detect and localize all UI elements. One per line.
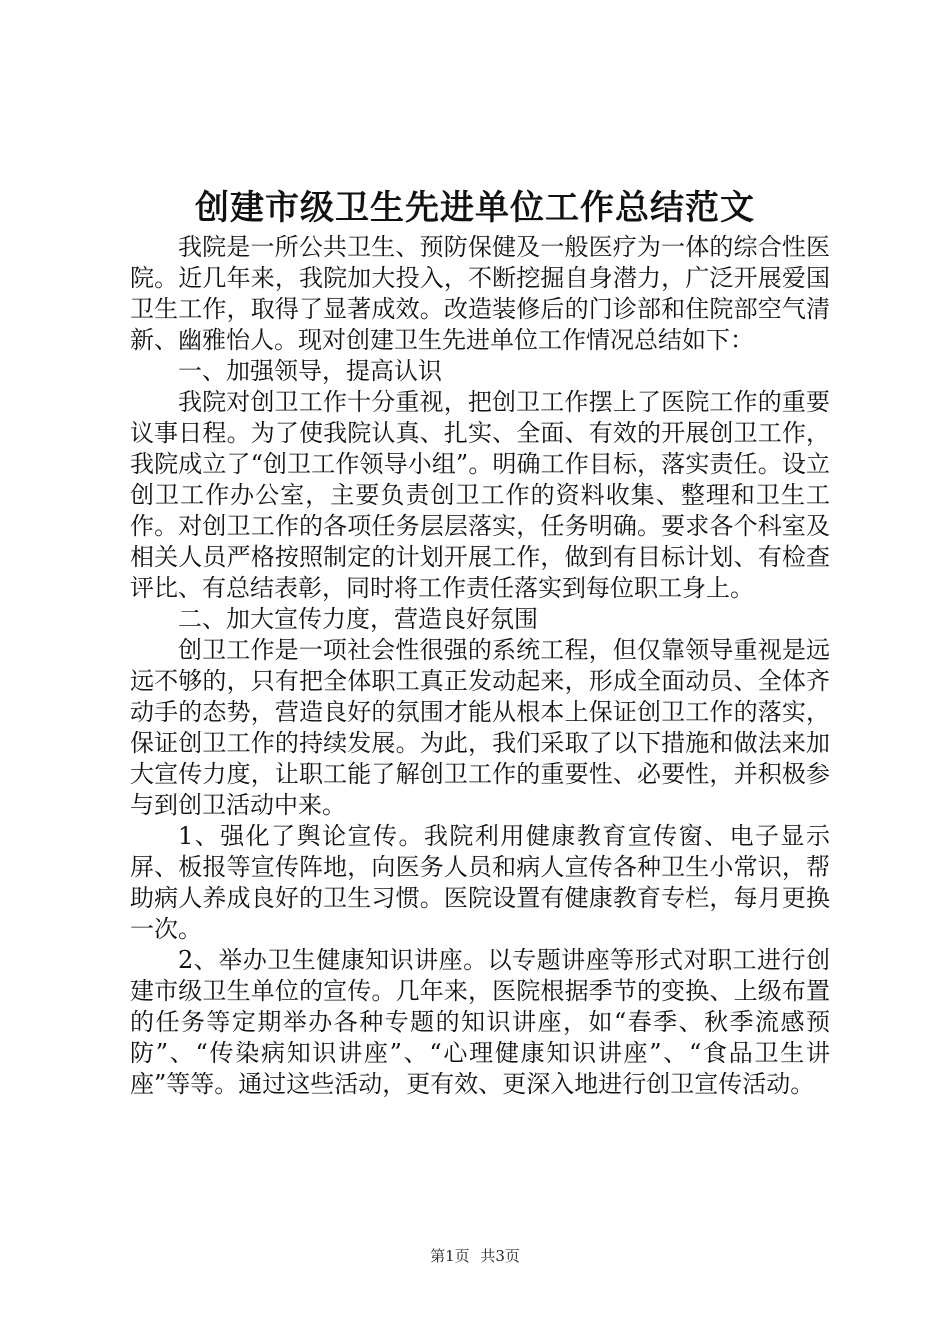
page-number: 第1页	[430, 1247, 470, 1265]
section-1-paragraph: 我院对创卫工作十分重视，把创卫工作摆上了医院工作的重要议事日程。为了使我院认真、扎实、全面、有效的开展创卫工作，我院成立了“创卫工作领导小组”。明确工作目标，落实责任。设立创卫工作办公室，主要负责创卫工作的资料收集、整理和卫生工作。对创卫工作的各项任务层层落实，任务明确。要求各个科室及相关人员严格按照制定的计划开展工作，做到有目标计划、有检查评比、有总结表彰，同时将工作责任落实到每位职工身上。	[130, 388, 830, 602]
section-heading-1: 一、加强领导，提高认识	[178, 357, 442, 385]
page-total: 共3页	[480, 1247, 520, 1265]
document-body	[130, 232, 830, 1100]
intro-paragraph: 我院是一所公共卫生、预防保健及一般医疗为一体的综合性医院。近几年来，我院加大投入，不断挖掘自身潜力，广泛开展爱国卫生工作，取得了显著成效。改造装修后的门诊部和住院部空气清新、幽雅怡人。现对创建卫生先进单位工作情况总结如下：	[130, 233, 830, 354]
document-title: 创建市级卫生先进单位工作总结范文	[195, 188, 755, 228]
measure-2-paragraph: 2、举办卫生健康知识讲座。以专题讲座等形式对职工进行创建市级卫生单位的宣传。几年来，医院根据季节的变换、上级布置的任务等定期举办各种专题的知识讲座，如“春季、秋季流感预防”、“传染病知识讲座”、“心理健康知识讲座”、“食品卫生讲座”等等。通过这些活动，更有效、更深入地进行创卫宣传活动。	[130, 946, 830, 1098]
section-2-paragraph: 创卫工作是一项社会性很强的系统工程，但仅靠领导重视是远远不够的，只有把全体职工真正发动起来，形成全面动员、全体齐动手的态势，营造良好的氛围才能从根本上保证创卫工作的落实，保证创卫工作的持续发展。为此，我们采取了以下措施和做法来加大宣传力度，让职工能了解创卫工作的重要性、必要性，并积极参与到创卫活动中来。	[130, 636, 830, 819]
measure-1-paragraph: 1、强化了舆论宣传。我院利用健康教育宣传窗、电子显示屏、板报等宣传阵地，向医务人员和病人宣传各种卫生小常识，帮助病人养成良好的卫生习惯。医院设置有健康教育专栏，每月更换一次。	[130, 822, 830, 943]
section-heading-2: 二、加大宣传力度，营造良好氛围	[178, 605, 538, 633]
page-footer	[0, 1246, 950, 1266]
